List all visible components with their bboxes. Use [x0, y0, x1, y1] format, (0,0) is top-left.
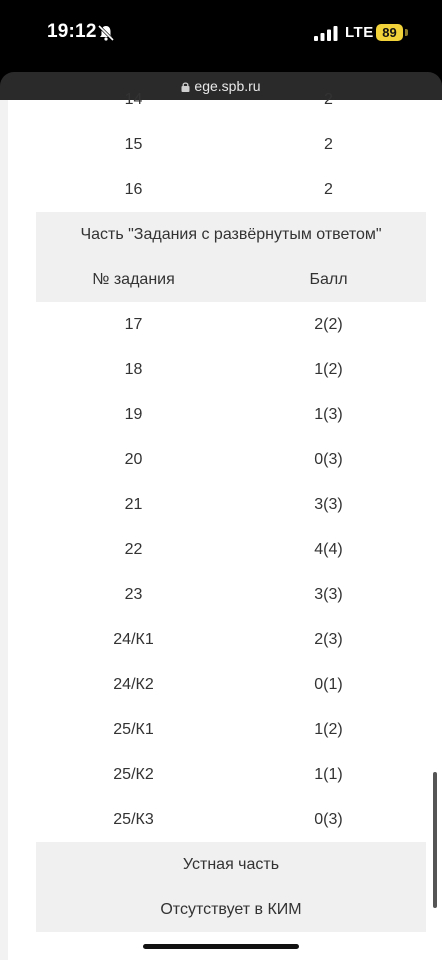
table-row — [36, 167, 426, 212]
table-row — [36, 122, 426, 167]
table-row — [36, 437, 426, 482]
task-number: 17 — [124, 315, 143, 333]
table-row — [36, 77, 426, 122]
task-number: 25/К2 — [113, 765, 154, 783]
table-header — [36, 257, 426, 302]
table-row — [36, 617, 426, 662]
table-row — [36, 392, 426, 437]
task-number: 25/К1 — [113, 720, 154, 738]
header-score: Балл — [309, 270, 348, 288]
task-score: 1(1) — [314, 765, 343, 783]
table-row — [36, 482, 426, 527]
task-number: 23 — [124, 585, 143, 603]
task-number: 21 — [124, 495, 143, 513]
signal-icon — [314, 25, 338, 41]
task-score: 1(2) — [314, 720, 343, 738]
task-number: 18 — [124, 360, 143, 378]
table-row — [36, 662, 426, 707]
task-score: 0(3) — [314, 450, 343, 468]
task-number: 24/К2 — [113, 675, 154, 693]
status-bar — [0, 0, 442, 66]
task-score: 3(3) — [314, 585, 343, 603]
task-number: 24/К1 — [113, 630, 154, 648]
bell-muted-icon — [97, 24, 115, 42]
task-score: 2 — [324, 180, 333, 198]
status-time: 19:12 — [47, 21, 97, 42]
oral-part-status-row — [36, 887, 426, 932]
header-task: № задания — [92, 270, 175, 288]
table-row — [36, 347, 426, 392]
task-score: 2(3) — [314, 630, 343, 648]
task-number: 16 — [124, 180, 143, 198]
battery-icon: 89 — [376, 24, 403, 41]
task-number: 20 — [124, 450, 143, 468]
task-number: 19 — [124, 405, 143, 423]
task-score: 2(2) — [314, 315, 343, 333]
oral-part-status: Отсутствует в КИМ — [160, 900, 302, 918]
table-row — [36, 527, 426, 572]
task-score: 0(3) — [314, 810, 343, 828]
network-type: LTE — [345, 24, 374, 41]
table-row — [36, 752, 426, 797]
table-row — [36, 797, 426, 842]
table-row — [36, 572, 426, 617]
section-title — [36, 842, 426, 887]
scrollbar[interactable] — [433, 772, 437, 908]
task-score: 1(3) — [314, 405, 343, 423]
task-number: 22 — [124, 540, 143, 558]
oral-part-title: Устная часть — [182, 855, 280, 873]
results-table — [36, 77, 426, 932]
task-score: 2 — [324, 90, 333, 108]
task-score: 0(1) — [314, 675, 343, 693]
task-score: 1(2) — [314, 360, 343, 378]
url-text: ege.spb.ru — [194, 78, 261, 94]
battery-cap — [405, 29, 408, 36]
task-number: 14 — [124, 90, 143, 108]
part2-title: Часть "Задания с развёрнутым ответом" — [80, 225, 382, 243]
task-number: 25/К3 — [113, 810, 154, 828]
home-indicator[interactable] — [143, 944, 299, 949]
task-score: 3(3) — [314, 495, 343, 513]
table-row — [36, 707, 426, 752]
task-score: 4(4) — [314, 540, 343, 558]
section-title — [36, 212, 426, 257]
task-score: 2 — [324, 135, 333, 153]
web-page — [0, 90, 442, 960]
table-row — [36, 302, 426, 347]
task-number: 15 — [124, 135, 143, 153]
